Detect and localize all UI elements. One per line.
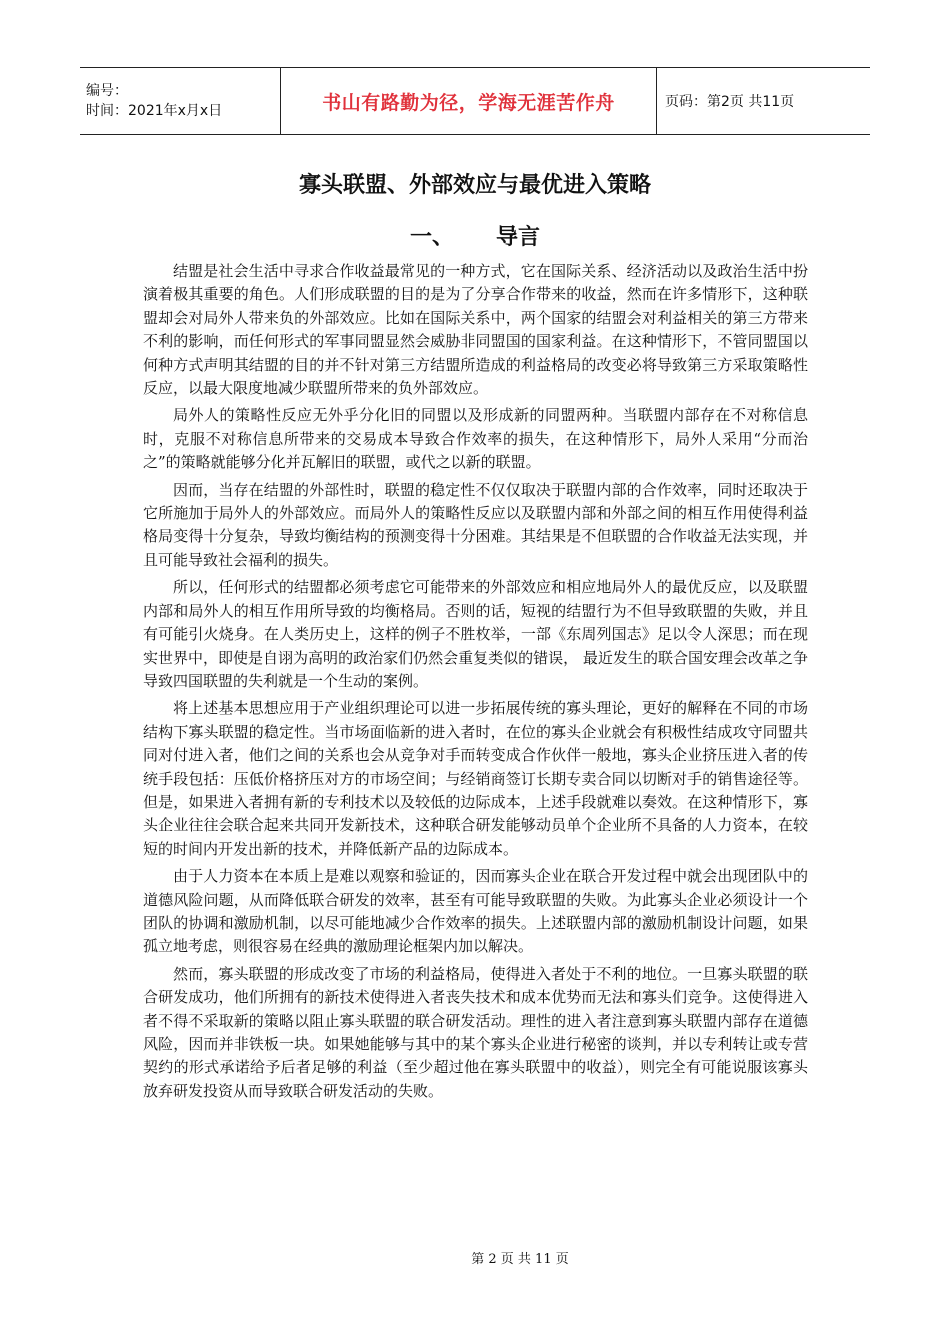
paragraph: 将上述基本思想应用于产业组织理论可以进一步拓展传统的寡头理论，更好的解释在不同的市场结构下寡头联盟的稳定性。当市场面临新的进入者时，在位的寡头企业就会有积极性结成攻守同盟共同对付进入者，他们之间的关系也会从竞争对手而转变成合作伙伴一般地，寡头企业挤压进入者的传统手段包括：压低价格挤压对方的市场空间；与经销商签订长期专卖合同以切断对手的销售途径等。但是，如果进入者拥有新的专利技术以及较低的边际成本，上述手段就难以奏效。在这种情形下，寡头企业往往会联合起来共同开发新技术，这种联合研发能够动员单个企业所不具备的人力资本，在较短的时间内开发出新的技术，并降低新产品的边际成本。 xyxy=(143,699,808,858)
paragraph: 因而，当存在结盟的外部性时，联盟的稳定性不仅仅取决于联盟内部的合作效率，同时还取决于它所施加于局外人的外部效应。而局外人的策略性反应以及联盟内部和外部之间的相互作用使得利益格局变得十分复杂，导致均衡结构的预测变得十分困难。其结果是不但联盟的合作收益无法实现，并且可能导致社会福利的损失。 xyxy=(143,480,808,569)
document-header xyxy=(80,67,870,135)
header-page-cell xyxy=(657,68,870,134)
document-title: 寡头联盟、外部效应与最优进入策略 xyxy=(298,173,651,198)
section-heading xyxy=(0,220,950,251)
motto: 书山有路勤为径，学海无涯苦作舟 xyxy=(322,91,615,114)
paragraph: 然而，寡头联盟的形成改变了市场的利益格局，使得进入者处于不利的地位。一旦寡头联盟的联合研发成功，他们所拥有的新技术使得进入者丧失技术和成本优势而无法和寡头们竞争。这使得进入者不得不采取新的策略以阻止寡头联盟的联合研发活动。理性的进入者注意到寡头联盟内部存在道德风险，因而并非铁板一块。如果她能够与其中的某个寡头企业进行秘密的谈判，并以专利转让或专营契约的形式承诺给予后者足够的利益（至少超过他在寡头联盟中的收益），则完全有可能说服该寡头放弃研发投资从而导致联合研发活动的失败。 xyxy=(143,964,808,1100)
header-motto-cell xyxy=(280,68,657,134)
body-text xyxy=(143,260,808,1107)
paragraph: 所以，任何形式的结盟都必须考虑它可能带来的外部效应和相应地局外人的最优反应，以及联盟内部和局外人的相互作用所导致的均衡格局。否则的话，短视的结盟行为不但导致联盟的失败，并且有可能引火烧身。在人类历史上，这样的例子不胜枚举，一部《东周列国志》足以令人深思；而在现实世界中，即使是自诩为高明的政治家们仍然会重复类似的错误， 最近发生的联合国安理会改革之争导致四国联盟的失利就是一个生动的案例。 xyxy=(143,578,808,690)
number-label: 编号： xyxy=(86,83,128,99)
paragraph: 由于人力资本在本质上是难以观察和验证的，因而寡头企业在联合开发过程中就会出现团队中的道德风险问题，从而降低联合研发的效率，甚至有可能导致联盟的失败。为此寡头企业必须设计一个团队的协调和激励机制，以尽可能地减少合作效率的损失。上述联盟内部的激励机制设计问题，如果孤立地考虑，则很容易在经典的激励理论框架内加以解决。 xyxy=(143,867,808,956)
page-label: 页码：第2页 共11页 xyxy=(665,94,795,110)
date-label: 时间：2021年x月x日 xyxy=(86,103,223,119)
paragraph: 局外人的策略性反应无外乎分化旧的同盟以及形成新的同盟两种。当联盟内部存在不对称信息时，克服不对称信息所带来的交易成本导致合作效率的损失，在这种情形下，局外人采用“分而治之”的策略就能够分化并瓦解旧的联盟，或代之以新的联盟。 xyxy=(143,406,808,472)
paragraph: 结盟是社会生活中寻求合作收益最常见的一种方式，它在国际关系、经济活动以及政治生活中扮演着极其重要的角色。人们形成联盟的目的是为了分享合作带来的收益，然而在许多情形下，这种联盟却会对局外人带来负的外部效应。比如在国际关系中，两个国家的结盟会对利益相关的第三方带来不利的影响，而任何形式的军事同盟显然会威胁非同盟国的国家利益。在这种情形下，不管同盟国以何种方式声明其结盟的目的并不针对第三方结盟所造成的利益格局的改变必将导致第三方采取策略性反应，以最大限度地减少联盟所带来的负外部效应。 xyxy=(143,262,808,398)
section-number: 一、 xyxy=(409,225,454,250)
page-footer: 第 2 页 共 11 页 xyxy=(471,1252,569,1267)
section-heading-text: 导言 xyxy=(496,225,541,250)
header-info xyxy=(80,68,280,134)
